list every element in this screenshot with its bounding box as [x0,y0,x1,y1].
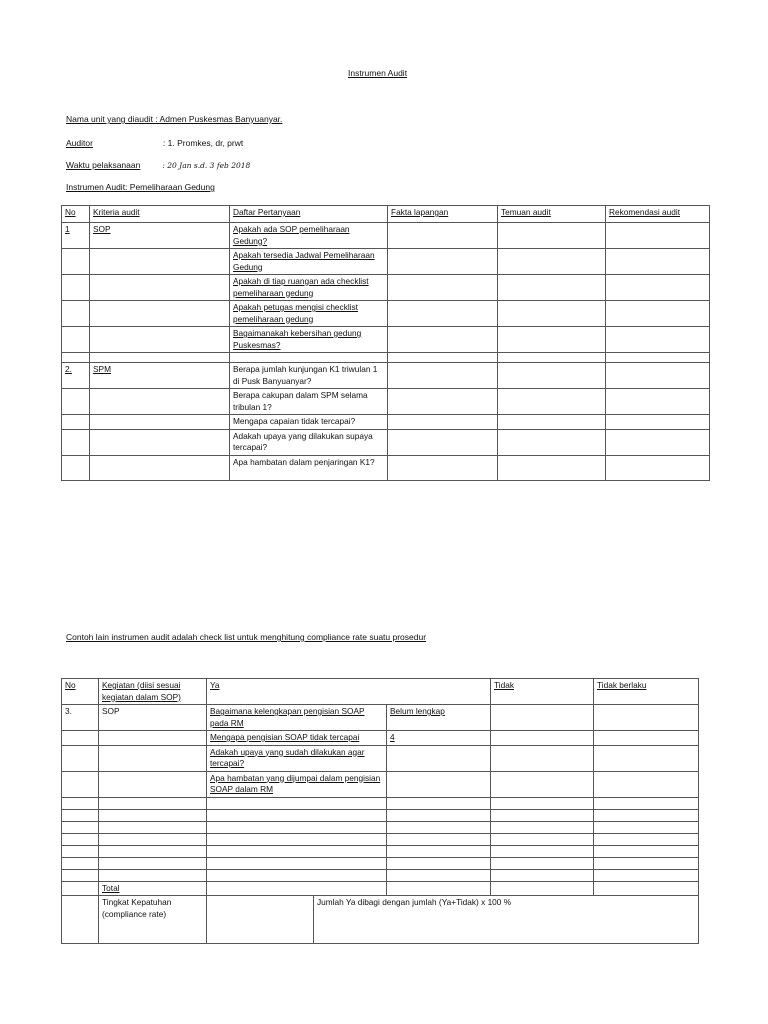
row-kegiatan: SOP [102,706,120,716]
table-row [62,731,699,746]
table-row [62,275,710,301]
table-row [62,869,699,881]
table-row [62,455,710,480]
auditor-value: : 1. Promkes, dr, prwt [162,138,244,148]
row-pertanyaan: Apakah di tiap ruangan ada checklist pemeliharaan gedung [233,276,369,298]
header-pertanyaan: Daftar Pertanyaan [230,206,388,223]
row-pertanyaan: Berapa jumlah kunjungan K1 triwulan 1 di Pusk Banyuanyar? [233,364,378,386]
table-row [62,389,710,415]
table-row [62,797,699,809]
table-row [62,845,699,857]
row-ya: Adakah upaya yang sudah dilakukan agar tercapai? [210,746,365,768]
instrumen-line: Instrumen Audit: Pemeliharaan Gedung [66,182,215,192]
waktu-line [66,160,250,170]
table-row [62,833,699,845]
header-fakta: Fakta lapangan [388,206,498,223]
header-tidak: Tidak [491,679,594,705]
table-row [62,223,710,249]
row-ya: Apa hambatan yang dijumpai dalam pengisian SOAP dalam RM [210,772,381,794]
section2-title: Contoh lain instrumen audit adalah check list untuk menghitung compliance rate suatu prosedur [66,632,427,642]
audit-table-header [62,206,710,223]
table-row [62,745,699,771]
table-row [62,809,699,821]
row-no: 3. [65,706,72,716]
table-row [62,705,699,731]
row-kriteria: SOP [93,224,111,234]
row-ya-answer: 4 [390,732,395,742]
row-ya-answer: Belum lengkap [390,706,445,716]
auditor-line [66,138,243,148]
table-row [62,771,699,797]
table-row [62,429,710,455]
document-title: Instrumen Audit [348,68,408,78]
total-label: Total [102,882,120,893]
row-pertanyaan: Apa hambatan dalam penjaringan K1? [233,456,375,467]
audit-table [61,205,710,481]
table-row [62,857,699,869]
table-row [62,249,710,275]
row-ya: Mengapa pengisian SOAP tidak tercapai [210,732,360,742]
row-no: 1 [65,224,70,234]
waktu-value: : 20 Jan s.d. 3 feb 2018 [162,161,251,170]
row-pertanyaan: Apakah tersedia Jadwal Pemeliharaan Gedung [233,250,375,272]
table-row [62,327,710,353]
row-ya: Bagaimana kelengkapan pengisian SOAP pada RM [210,706,365,728]
header-no: No [62,206,90,223]
header-kegiatan: Kegiatan (diisi sesuai kegiatan dalam SOP) [99,679,207,705]
table-row [62,363,710,389]
compliance-row [62,896,699,944]
header-ya: Ya [207,679,491,705]
row-pertanyaan: Apakah petugas mengisi checklist pemeliharaan gedung [233,302,358,324]
row-no: 2. [65,364,72,374]
row-pertanyaan: Mengapa capaian tidak tercapai? [233,416,356,426]
total-row [62,881,699,896]
row-kriteria: SPM [93,364,111,374]
compliance-table-header [62,679,699,705]
row-pertanyaan: Bagaimanakah kebersihan gedung Puskesmas? [233,328,362,350]
auditor-label: Auditor [66,138,93,148]
header-no: No [62,679,99,705]
header-temuan: Temuan audit [498,206,606,223]
table-row [62,415,710,430]
table-row [62,353,710,363]
header-kriteria: Kriteria audit [90,206,230,223]
header-tidak-berlaku: Tidak berlaku [594,679,699,705]
compliance-table [61,678,699,944]
unit-line: Nama unit yang diaudit : Admen Puskesmas Banyuanyar. [66,114,283,124]
compliance-label: Tingkat Kepatuhan (compliance rate) [102,897,172,919]
row-pertanyaan: Berapa cakupan dalam SPM selama tribulan 1? [233,390,368,412]
table-row [62,821,699,833]
row-pertanyaan: Apakah ada SOP pemeliharaan Gedung? [233,224,350,246]
header-rekomendasi: Rekomendasi audit [606,206,710,223]
compliance-formula: Jumlah Ya dibagi dengan jumlah (Ya+Tidak) x 100 % [317,897,512,907]
row-pertanyaan: Adakah upaya yang dilakukan supaya tercapai? [233,430,373,452]
table-row [62,301,710,327]
waktu-label: Waktu pelaksanaan [66,160,141,170]
